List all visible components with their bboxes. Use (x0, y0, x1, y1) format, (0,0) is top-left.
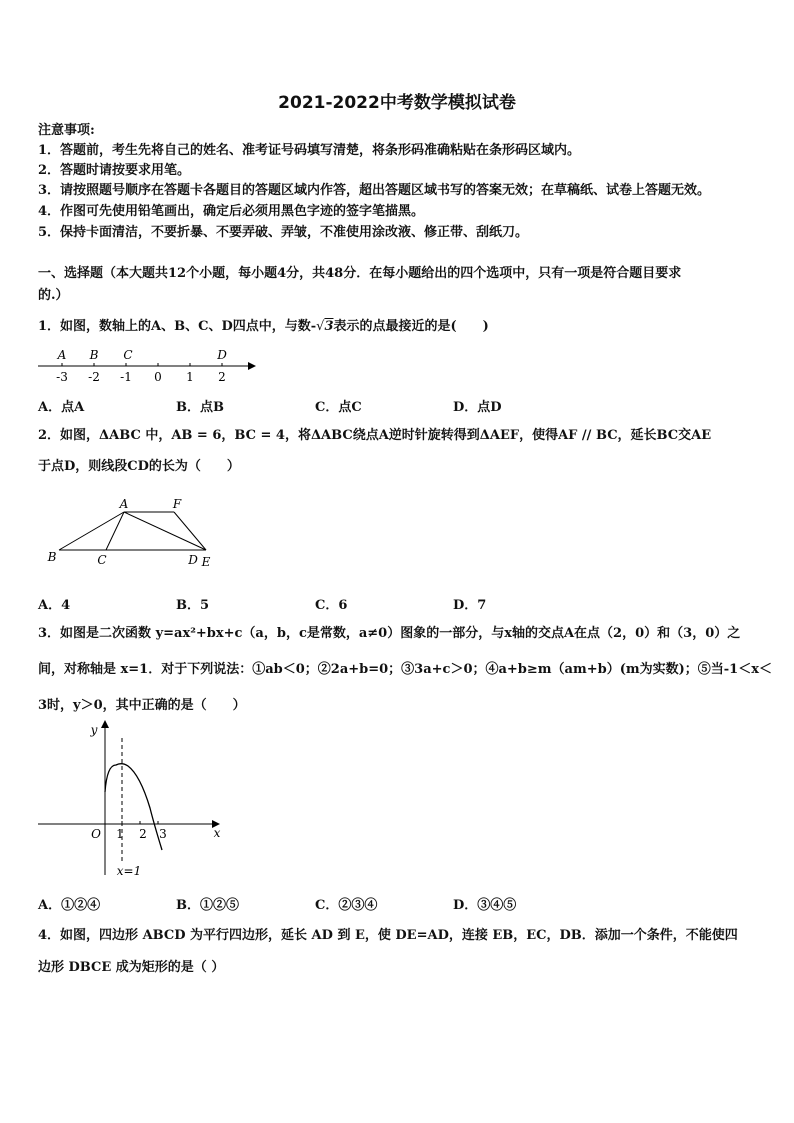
option-b: B．5 (176, 598, 210, 613)
vertex-label: A (119, 497, 129, 511)
tick-label: -3 (56, 370, 68, 384)
tick-label: -1 (120, 370, 132, 384)
option-a: A．点A (38, 400, 85, 415)
parabola-graph-figure (36, 720, 226, 880)
axis-label-y: y (90, 723, 98, 737)
number-line-figure (36, 345, 256, 387)
tick-label: -2 (88, 370, 100, 384)
question-2-line1: 2．如图，ΔABC 中，AB = 6，BC = 4，将ΔABC绕点A逆时针旋转得到ΔAEF，使得AF // BC，延长BC交AE (38, 428, 712, 443)
notice-heading: 注意事项: (38, 123, 95, 138)
option-c: C．6 (315, 598, 348, 613)
tick-label: 1 (186, 370, 194, 384)
option-d: D．7 (453, 598, 487, 613)
tick-label: 2 (218, 370, 226, 384)
point-label: A (57, 348, 67, 362)
question-3-line3: 3时，y＞0，其中正确的是（ ） (38, 698, 246, 713)
option-c: C．②③④ (315, 898, 378, 913)
vertex-label: B (47, 550, 57, 564)
triangle-rotation-figure (40, 496, 220, 574)
vertex-label: F (172, 497, 182, 511)
tick-label: 0 (154, 370, 162, 384)
vertex-label: C (97, 553, 107, 567)
point-label: D (217, 348, 227, 362)
notice-item: 3．请按照题号顺序在答题卡各题目的答题区域内作答，超出答题区域书写的答案无效；在草稿纸、试卷上答题无效。 (38, 183, 711, 198)
notice-item: 5．保持卡面清洁，不要折暴、不要弄破、弄皱，不准使用涂改液、修正带、刮纸刀。 (38, 225, 529, 240)
option-d: D．点D (453, 400, 502, 415)
tick-label: 2 (139, 827, 147, 841)
notice-item: 4．作图可先使用铅笔画出，确定后必须用黑色字迹的签字笔描黑。 (38, 204, 425, 219)
page-title: 2021-2022中考数学模拟试卷 (278, 93, 516, 113)
vertex-label: E (201, 555, 211, 569)
question-4-line1: 4．如图，四边形 ABCD 为平行四边形，延长 AD 到 E，使 DE=AD，连接 EB，EC，DB．添加一个条件，不能使四 (38, 928, 738, 943)
option-d: D．③④⑤ (453, 898, 517, 913)
question-1 (38, 318, 489, 335)
origin-label: O (91, 827, 101, 841)
question-4-line2: 边形 DBCE 成为矩形的是（ ） (38, 960, 225, 975)
tick-label: 3 (159, 827, 167, 841)
tick-label: 1 (116, 827, 124, 841)
option-b: B．点B (176, 400, 224, 415)
section-heading: 一、选择题（本大题共12个小题，每小题4分，共48分．在每小题给出的四个选项中，只有一项是符合题目要求 (38, 266, 682, 281)
notice-item: 1．答题前，考生先将自己的姓名、准考证号码填写清楚，将条形码准确粘贴在条形码区域内。 (38, 143, 581, 158)
question-3-line2: 间，对称轴是 x=1．对于下列说法：①ab＜0；②2a+b=0；③3a+c＞0；④a+b≥m（am+b）(m为实数)；⑤当-1＜x＜ (38, 662, 772, 677)
question-1-radical: 3 (324, 319, 334, 334)
axis-label-x: x (213, 826, 221, 840)
notice-item: 2．答题时请按要求用笔。 (38, 163, 191, 178)
symmetry-axis-label: x=1 (116, 864, 142, 878)
point-label: B (89, 348, 99, 362)
option-c: C．点C (315, 400, 362, 415)
question-1-suffix: 表示的点最接近的是( ) (333, 319, 489, 334)
question-2-line2: 于点D，则线段CD的长为（ ） (38, 459, 240, 474)
question-3-line1: 3．如图是二次函数 y=ax²+bx+c（a，b，c是常数，a≠0）图象的一部分，与x轴的交点A在点（2，0）和（3，0）之 (38, 626, 741, 641)
question-1-prefix: 1．如图，数轴上的A、B、C、D四点中，与数- (38, 319, 317, 334)
section-heading-cont: 的.） (38, 288, 69, 303)
option-a: A．①②④ (38, 898, 101, 913)
sqrt-sign: √ (316, 319, 325, 334)
option-b: B．①②⑤ (176, 898, 239, 913)
point-label: C (123, 348, 133, 362)
vertex-label: D (188, 553, 198, 567)
option-a: A．4 (38, 598, 71, 613)
